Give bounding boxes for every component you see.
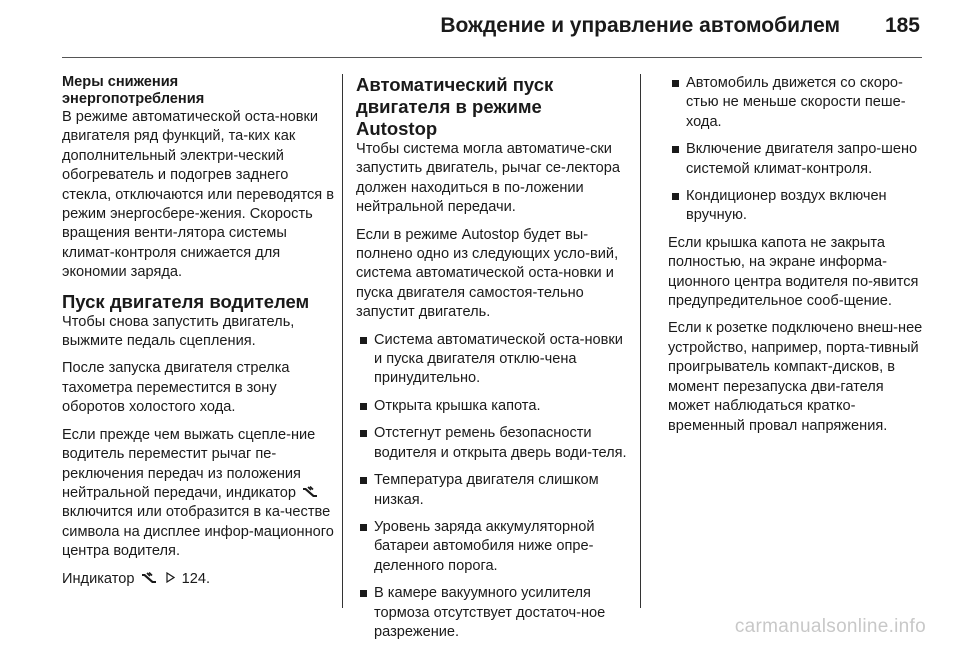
- hood-warning-text: Если крышка капота не закрыта полностью, на экране информа-ционного центра водителя по-явится предупредительное сооб-щение.: [668, 234, 919, 310]
- list-item: Автомобиль движется со скоро-стью не меньше скорости пеше-хода.: [668, 74, 928, 132]
- driver-start-p3-a: Если прежде чем выжать сцепле-ние водитель переместит рычаг пе-реключения передач из положения нейтральной передачи, индикатор: [62, 426, 316, 501]
- autostop-indicator-icon: [141, 572, 157, 584]
- list-item: Уровень заряда аккумуляторной батареи автомобиля ниже опре-деленного порога.: [356, 518, 628, 576]
- driver-start-p1: Чтобы снова запустить двигатель, выжмите педаль сцепления.: [62, 313, 295, 350]
- auto-start-p1: Чтобы система могла автоматиче-ски запустить двигатель, рычаг се-лектора должен находиться в по-ложении нейтральной передачи.: [356, 141, 620, 216]
- list-item: Кондиционер воздух включен вручную.: [668, 187, 928, 226]
- driver-start-p3: [62, 426, 334, 562]
- page-header: [0, 0, 960, 58]
- column-1: [62, 74, 334, 597]
- column-3: [668, 74, 928, 444]
- page-reference-icon[interactable]: [166, 572, 175, 583]
- auto-start-heading-line1: Автоматический пуск: [356, 74, 554, 95]
- header-title: Вождение и управление автомобилем: [440, 14, 840, 37]
- column-divider-1: [342, 74, 343, 608]
- indicator-ref[interactable]: 124.: [181, 570, 211, 587]
- auto-start-heading: [356, 74, 628, 140]
- list-item: Отстегнут ремень безопасности водителя и открыта дверь води-теля.: [356, 424, 628, 463]
- driver-start-p2: После запуска двигателя стрелка тахометра переместится в зону оборотов холостого хода.: [62, 360, 290, 416]
- energy-heading: [62, 74, 334, 108]
- indicator-label: Индикатор: [62, 570, 135, 587]
- auto-start-p2: Если в режиме Autostop будет вы-полнено одно из следующих усло-вий, система автоматической оста-новки и пуска двигателя самостоя-тельно запустит двигатель.: [356, 226, 619, 321]
- auto-start-heading-line2: двигателя в режиме Autostop: [356, 96, 542, 139]
- energy-heading-line2: энергопотребления: [62, 91, 205, 107]
- list-item: В камере вакуумного усилителя тормоза отсутствует достаточ-ное разрежение.: [356, 584, 628, 642]
- voltage-drop-text: Если к розетке подключено внеш-нее устройство, например, порта-тивный проигрыватель компакт-дисков, в момент перезапуска дви-гателя может наблюдаться кратко-временный провал напряжения.: [668, 320, 923, 434]
- list-item: Открыта крышка капота.: [356, 397, 628, 416]
- energy-text: В режиме автоматической оста-новки двигателя ряд функций, та-ких как дополнительный электри-ческий обогреватель и подогрев заднего стекла, отключаются или переводятся в режим энергосбере-жения. Скорость вращения венти-лятора системы климат-контроля снижается для экономии заряда.: [62, 109, 334, 281]
- autostop-indicator-icon: [302, 486, 318, 498]
- page-number: 185: [884, 14, 920, 37]
- indicator-reference: [62, 570, 334, 589]
- column-2: [356, 74, 628, 650]
- header-rule: [62, 57, 922, 58]
- driver-start-p3-b: включится или отобразится в ка-честве символа на дисплее инфор-мационного центра водителя.: [62, 504, 334, 560]
- watermark: carmanualsonline.info: [734, 616, 926, 637]
- energy-heading-line1: Меры снижения: [62, 74, 179, 90]
- list-item: Включение двигателя запро-шено системой климат-контроля.: [668, 140, 928, 179]
- list-item: Система автоматической оста-новки и пуска двигателя отклю-чена принудительно.: [356, 331, 628, 389]
- column-divider-2: [640, 74, 641, 608]
- driver-start-heading: Пуск двигателя водителем: [62, 290, 310, 312]
- list-item: Температура двигателя слишком низкая.: [356, 471, 628, 510]
